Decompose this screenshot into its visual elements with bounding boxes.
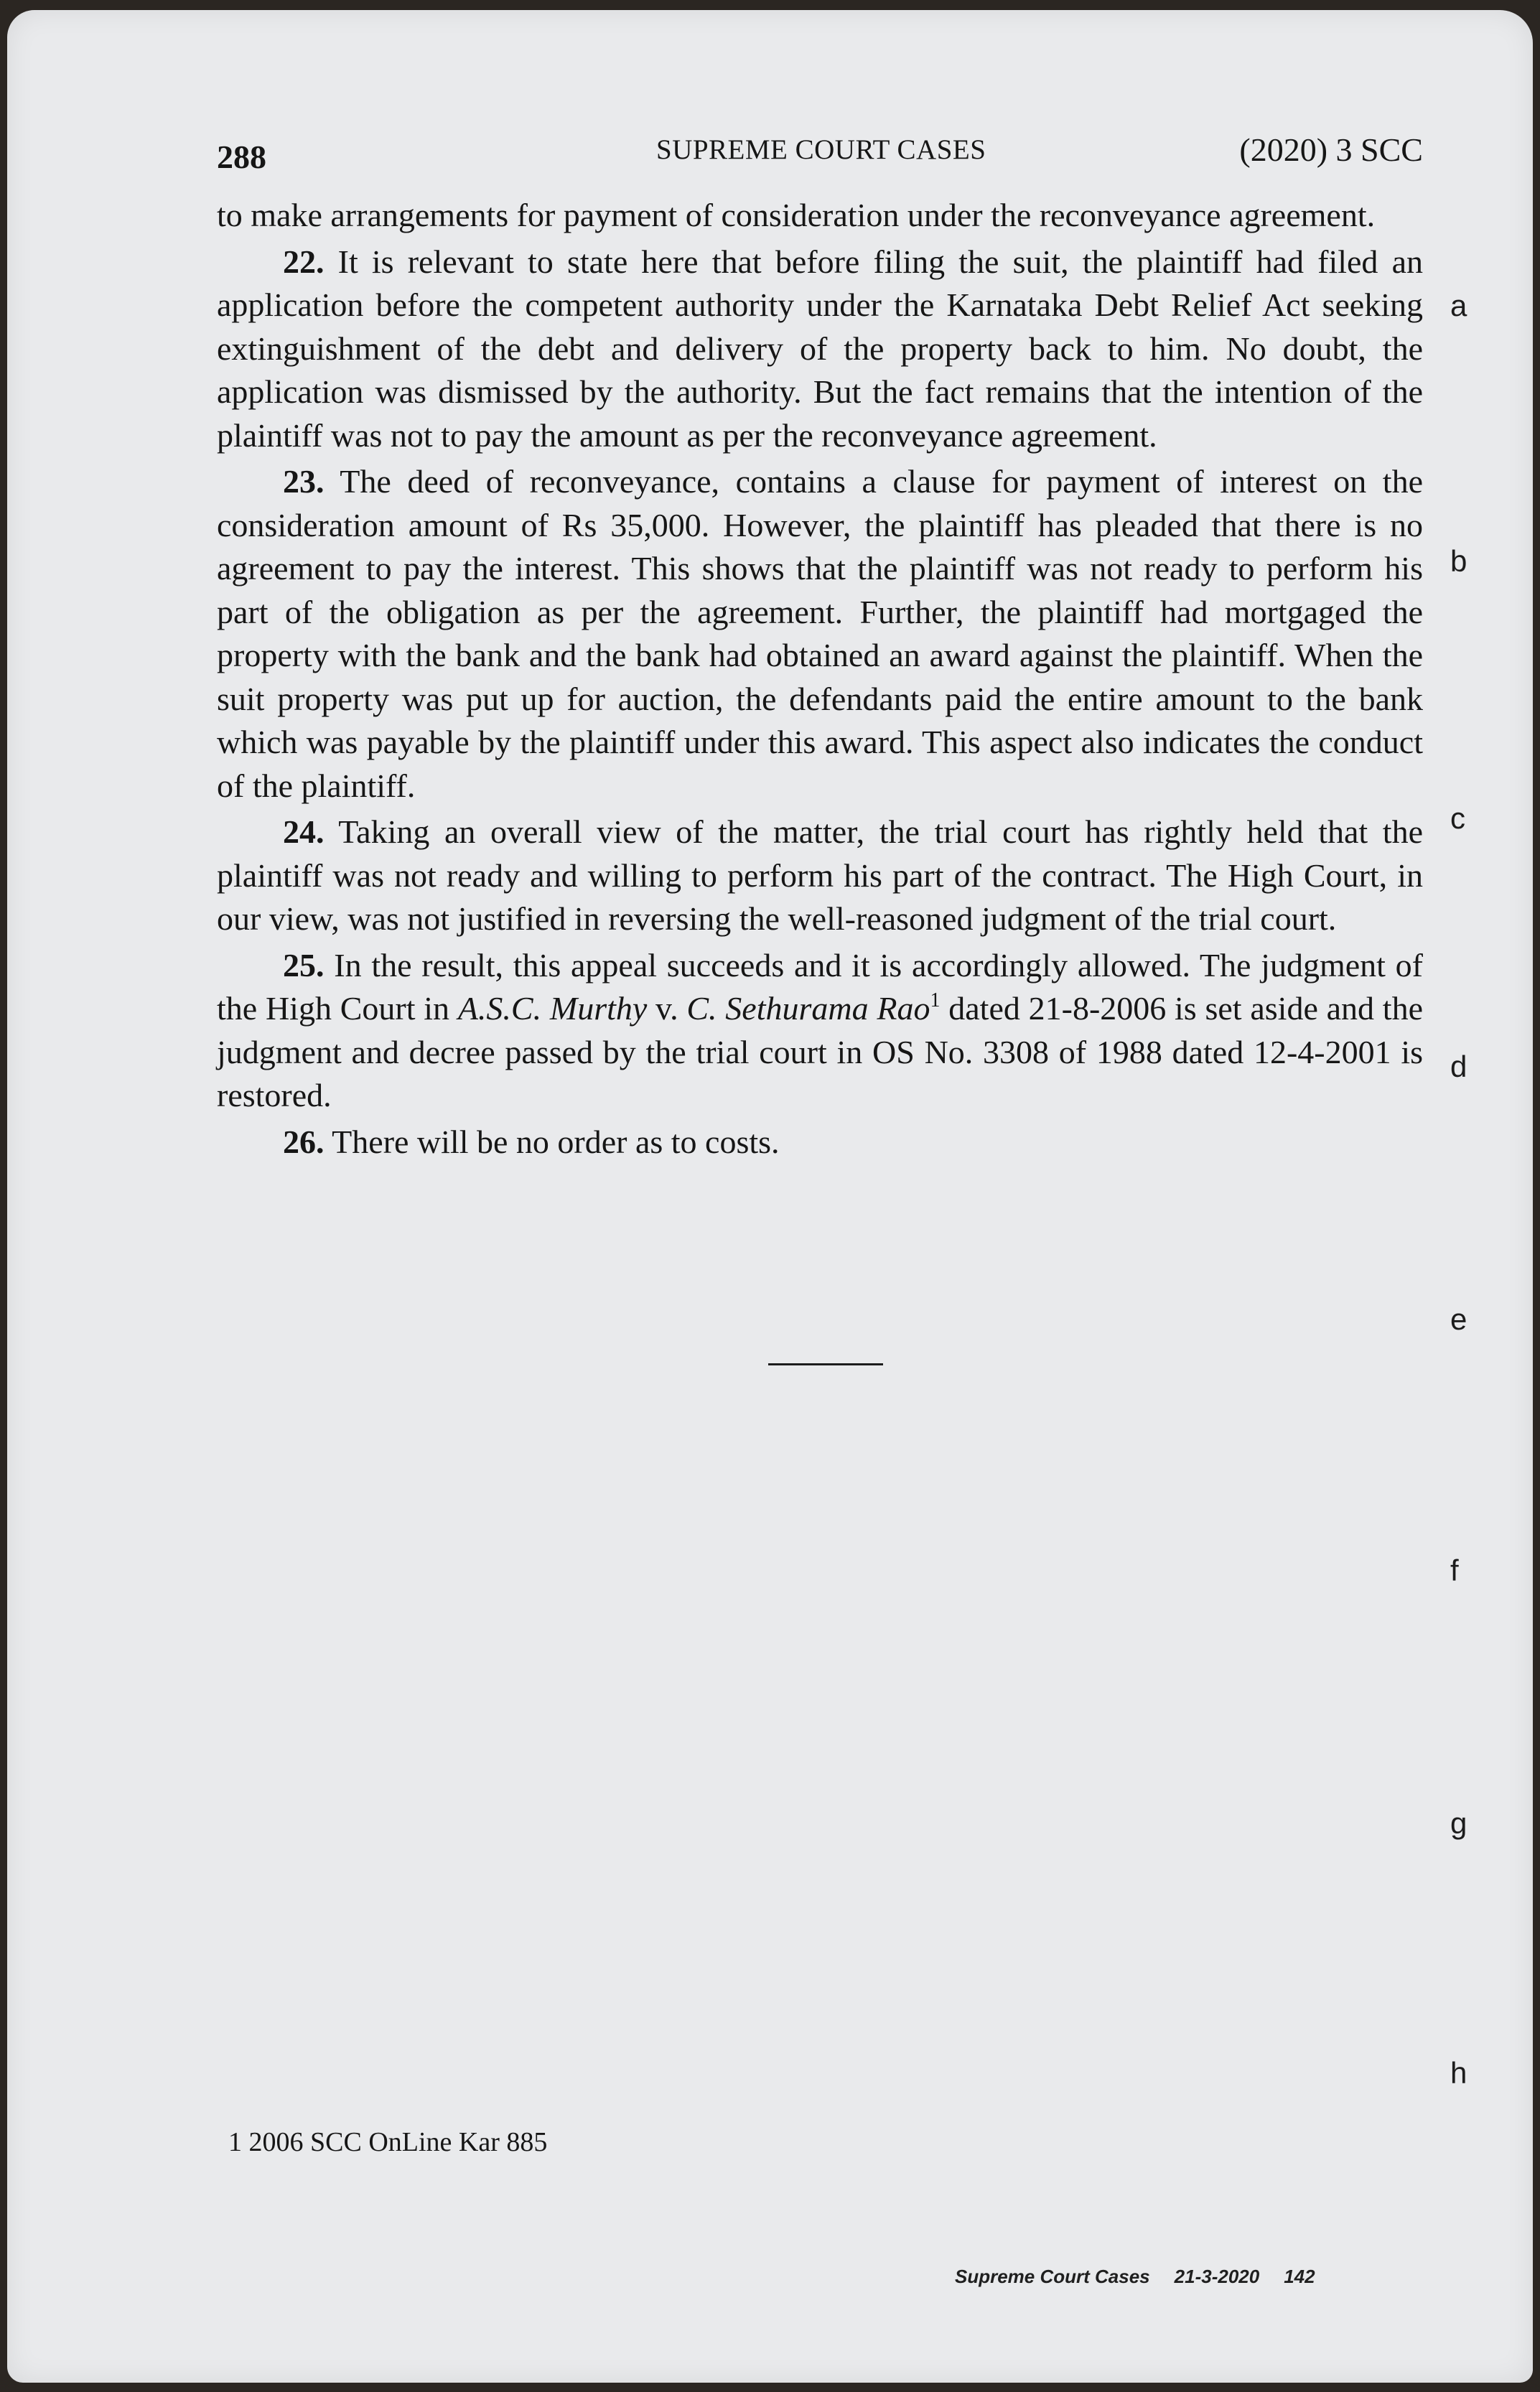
paragraph-text: Taking an overall view of the matter, the trial court has rightly held that the plaintiff was not ready and willing to perform his part of the contract. The High Court, in our view, was not justified in reversing the well-reasoned judgment of the trial court.	[217, 813, 1424, 937]
footer-date: 21-3-2020	[1174, 2266, 1260, 2287]
margin-letter-a: a	[1450, 289, 1467, 322]
margin-letter-f: f	[1450, 1554, 1459, 1587]
judgment-body	[217, 194, 1423, 1164]
case-name: A.S.C. Murthy	[457, 990, 648, 1027]
footer-number: 142	[1284, 2266, 1315, 2287]
page-number: 288	[217, 139, 266, 175]
margin-letter-d: d	[1450, 1050, 1467, 1083]
running-title: SUPREME COURT CASES	[656, 134, 986, 165]
paragraph-number: 26.	[283, 1123, 325, 1160]
page-header	[217, 131, 1423, 181]
paragraph-22	[217, 240, 1423, 458]
volume-citation: (2020) 3 SCC	[1239, 131, 1423, 168]
margin-letter-h: h	[1450, 2056, 1467, 2090]
paragraph-26	[217, 1121, 1423, 1164]
paragraph-number: 23.	[283, 463, 325, 500]
paragraph-23	[217, 460, 1423, 808]
paragraph-text: It is relevant to state here that before filing the suit, the plaintiff had filed an application before the competent authority under the Karnataka Debt Relief Act seeking extinguishment of the debt and delivery of the property back to him. No doubt, the application was dismissed by the authority. But the fact remains that the intention of the plaintiff was not to pay the amount as per the reconveyance agreement.	[217, 243, 1424, 454]
paragraph-24	[217, 810, 1423, 941]
margin-letter-e: e	[1450, 1302, 1467, 1336]
paragraph-25	[217, 944, 1423, 1118]
continued-paragraph: to make arrangements for payment of consideration under the reconveyance agreement.	[217, 197, 1376, 233]
paragraph-text: The deed of reconveyance, contains a clause for payment of interest on the consideration amount of Rs 35,000. However, the plaintiff has pleaded that there is no agreement to pay the interest. This shows that the plaintiff was not ready to perform his part of the obligation as per the agreement. Further, the plaintiff had mortgaged the property with the bank and the bank had obtained an award against the plaintiff. When the suit property was put up for auction, the defendants paid the entire amount to the bank which was payable by the plaintiff under this award. This aspect also indicates the conduct of the plaintiff.	[217, 463, 1423, 804]
page-footer	[955, 2266, 1340, 2288]
footnote-reference[interactable]: 1	[930, 989, 941, 1012]
margin-letter-b: b	[1450, 544, 1467, 578]
paragraph-text: There will be no order as to costs.	[332, 1123, 780, 1160]
end-of-judgment-rule	[768, 1363, 883, 1365]
footer-publication: Supreme Court Cases	[955, 2266, 1150, 2287]
versus: v.	[647, 990, 687, 1027]
paragraph-number: 25.	[283, 946, 325, 984]
paragraph-number: 24.	[283, 813, 325, 850]
paragraph-text: dated 21-8-2006 is set aside and the judgment and decree passed by the trial court in OS No. 3308 of 1988 dated 12-4-2001 is restored.	[217, 990, 1423, 1113]
paragraph-text: In the result, this appeal succeeds and it is accordingly allowed. The judgment of the High Court in	[217, 946, 1424, 1027]
paragraph-number: 22.	[283, 243, 325, 280]
case-name: C. Sethurama Rao	[686, 990, 930, 1027]
margin-letter-c: c	[1450, 801, 1465, 835]
footnote: 1 2006 SCC OnLine Kar 885	[228, 2127, 548, 2157]
document-page	[7, 10, 1533, 2383]
margin-letter-g: g	[1450, 1806, 1467, 1840]
